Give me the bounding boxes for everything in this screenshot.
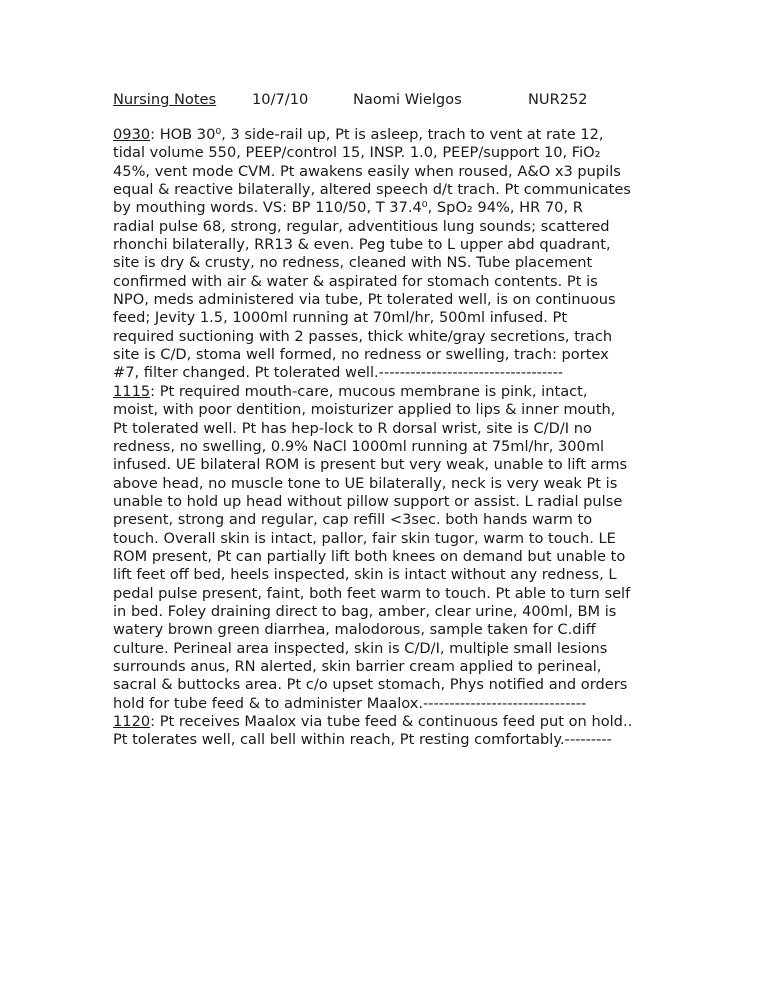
course-code: NUR252 (528, 91, 588, 108)
note-line (113, 731, 658, 749)
line-text: #7, filter changed. Pt tolerated well.----------------------------------- (113, 364, 563, 382)
line-text: required suctioning with 2 passes, thick white/gray secretions, trach (113, 327, 613, 345)
line-text: radial pulse 68, strong, regular, adventitious lung sounds; scattered (113, 217, 610, 235)
student-name: Naomi Wielgos (353, 91, 462, 108)
note-line (113, 163, 658, 181)
line-text: site is C/D, stoma well formed, no redness or swelling, trach: portex (113, 346, 609, 364)
note-line (113, 493, 658, 511)
notes-date: 10/7/10 (252, 91, 309, 108)
note-line (113, 346, 658, 364)
line-text: moist, with poor dentition, moisturizer applied to lips & inner mouth, (113, 401, 616, 419)
notes-header (113, 90, 658, 110)
note-line (113, 199, 658, 217)
note-line (113, 218, 658, 236)
note-line (113, 603, 658, 621)
note-line (113, 511, 658, 529)
line-text: feed; Jevity 1.5, 1000ml running at 70ml/hr, 500ml infused. Pt (113, 309, 568, 327)
note-line (113, 585, 658, 603)
entry-time: 0930 (113, 126, 151, 143)
line-text: sacral & buttocks area. Pt c/o upset stomach, Phys notified and orders (113, 676, 628, 694)
line-text: tidal volume 550, PEEP/control 15, INSP. 1.0, PEEP/support 10, FiO₂ (113, 144, 601, 162)
note-line (113, 181, 658, 199)
note-entry-line (113, 383, 658, 401)
notes-title: Nursing Notes (113, 91, 217, 108)
line-text: infused. UE bilateral ROM is present but very weak, unable to lift arms (113, 456, 628, 474)
line-text: : HOB 30⁰, 3 side-rail up, Pt is asleep, trach to vent at rate 12, (150, 126, 604, 143)
line-text: redness, no swelling, 0.9% NaCl 1000ml running at 75ml/hr, 300ml (113, 437, 605, 455)
note-line (113, 621, 658, 639)
note-line (113, 475, 658, 493)
line-text: by mouthing words. VS: BP 110/50, T 37.4⁰, SpO₂ 94%, HR 70, R (113, 199, 583, 217)
note-line (113, 328, 658, 346)
line-text: unable to hold up head without pillow support or assist. L radial pulse (113, 492, 623, 510)
line-text: ROM present, Pt can partially lift both knees on demand but unable to (113, 547, 626, 565)
note-line (113, 364, 658, 382)
line-text: hold for tube feed & to administer Maalox.------------------------------- (113, 694, 587, 712)
line-text: site is dry & crusty, no redness, cleaned with NS. Tube placement (113, 254, 593, 272)
note-line (113, 438, 658, 456)
note-line (113, 530, 658, 548)
nursing-notes-page (113, 90, 658, 750)
note-line (113, 273, 658, 291)
line-text: present, strong and regular, cap refill <3sec. both hands warm to (113, 511, 593, 529)
line-text: Pt tolerates well, call bell within reach, Pt resting comfortably.--------- (113, 731, 612, 749)
note-body (113, 126, 658, 750)
line-text: above head, no muscle tone to UE bilaterally, neck is very weak Pt is (113, 474, 618, 492)
line-text: lift feet off bed, heels inspected, skin is intact without any redness, L (113, 566, 617, 584)
entry-time: 1115 (113, 382, 151, 400)
line-text: equal & reactive bilaterally, altered speech d/t trach. Pt communicates (113, 181, 631, 199)
line-text: pedal pulse present, faint, both feet warm to touch. Pt able to turn self (113, 584, 631, 602)
line-text: rhonchi bilaterally, RR13 & even. Peg tube to L upper abd quadrant, (113, 236, 611, 254)
line-text: in bed. Foley draining direct to bag, amber, clear urine, 400ml, BM is (113, 602, 617, 620)
note-line (113, 144, 658, 162)
note-line (113, 676, 658, 694)
note-line (113, 548, 658, 566)
entry-time: 1120 (113, 713, 151, 730)
note-entry-line (113, 713, 658, 731)
note-line (113, 254, 658, 272)
line-text: Pt tolerated well. Pt has hep-lock to R dorsal wrist, site is C/D/I no (113, 419, 592, 437)
note-line (113, 566, 658, 584)
line-text: confirmed with air & water & aspirated for stomach contents. Pt is (113, 272, 598, 290)
note-line (113, 420, 658, 438)
line-text: surrounds anus, RN alerted, skin barrier cream applied to perineal, (113, 657, 602, 675)
line-text: culture. Perineal area inspected, skin is C/D/I, multiple small lesions (113, 639, 608, 657)
note-line (113, 291, 658, 309)
line-text: : Pt receives Maalox via tube feed & continuous feed put on hold.. (150, 713, 633, 730)
line-text: watery brown green diarrhea, malodorous, sample taken for C.diff (113, 621, 596, 639)
line-text: 45%, vent mode CVM. Pt awakens easily when roused, A&O x3 pupils (113, 162, 621, 180)
note-line (113, 658, 658, 676)
note-line (113, 236, 658, 254)
note-line (113, 456, 658, 474)
note-entry-line (113, 126, 658, 144)
line-text: NPO, meds administered via tube, Pt tolerated well, is on continuous (113, 291, 616, 309)
note-line (113, 309, 658, 327)
line-text: : Pt required mouth-care, mucous membrane is pink, intact, (150, 382, 588, 400)
note-line (113, 640, 658, 658)
note-line (113, 401, 658, 419)
note-line (113, 695, 658, 713)
line-text: touch. Overall skin is intact, pallor, fair skin tugor, warm to touch. LE (113, 529, 616, 547)
